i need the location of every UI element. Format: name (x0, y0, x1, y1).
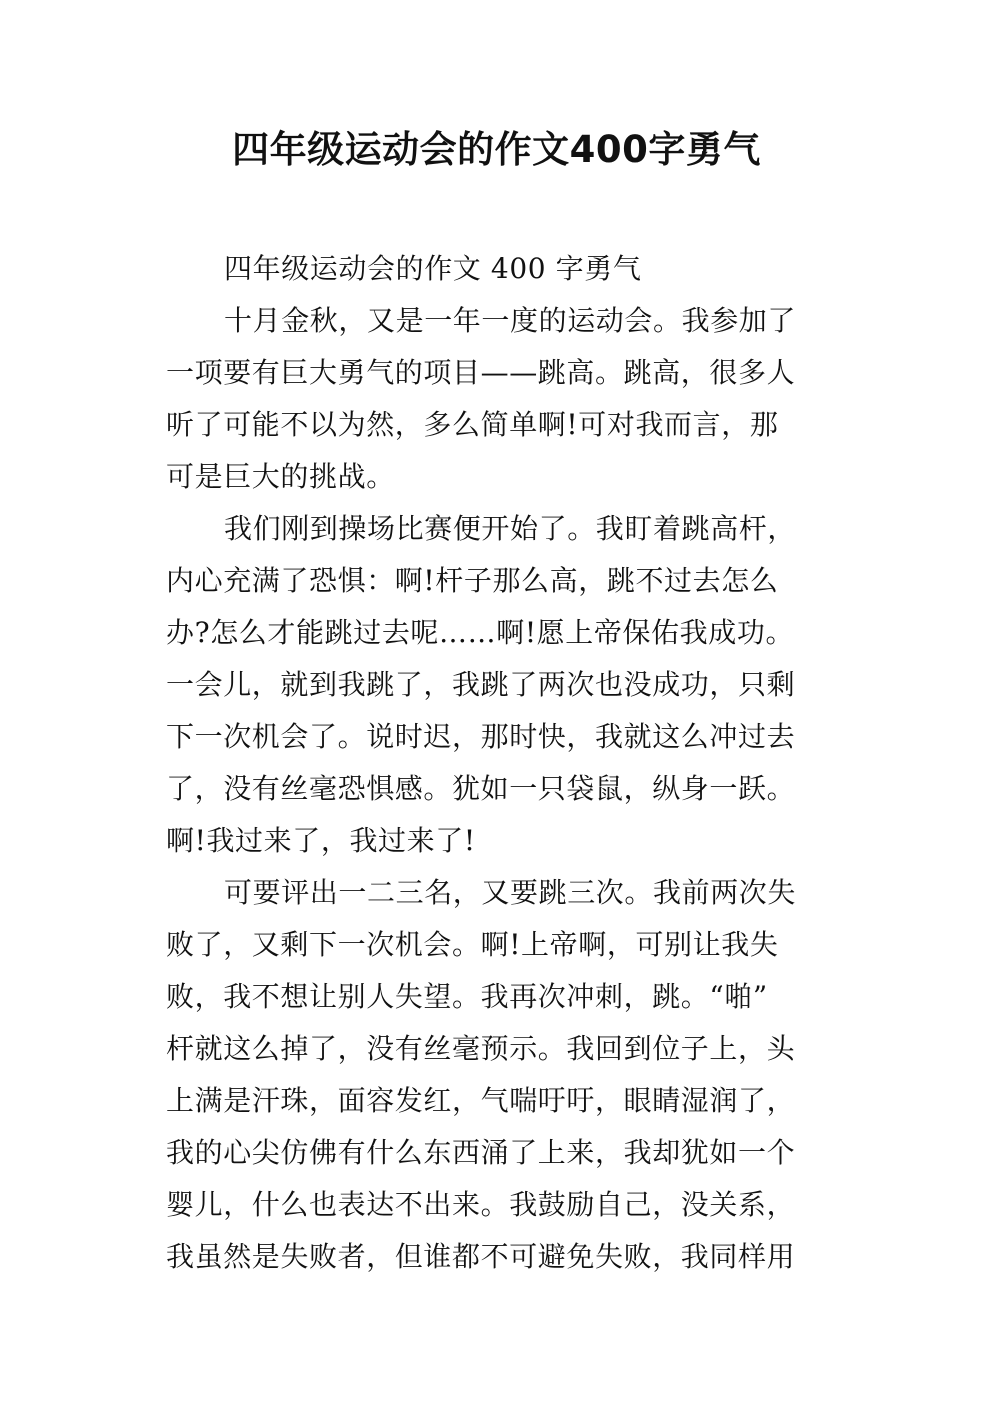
text-line: 杆就这么掉了，没有丝毫预示。我回到位子上，头 (166, 1032, 796, 1065)
document-body (166, 246, 831, 1286)
text-line: 败，我不想让别人失望。我再次冲刺，跳。“啪” (166, 980, 768, 1013)
paragraph (166, 506, 831, 870)
paragraph (166, 298, 831, 506)
text-line: 我们刚到操场比赛便开始了。我盯着跳高杆， (224, 512, 797, 545)
text-line: 内心充满了恐惧：啊!杆子那么高，跳不过去怎么 (166, 564, 779, 597)
paragraph-subtitle (166, 246, 831, 298)
text-line: 可是巨大的挑战。 (166, 460, 395, 493)
document-title: 四年级运动会的作文400字勇气 (232, 128, 761, 171)
text-line: 办?怎么才能跳过去呢……啊!愿上帝保佑我成功。 (166, 616, 795, 649)
text-line: 一会儿，就到我跳了，我跳了两次也没成功，只剩 (166, 668, 796, 701)
text-line: 可要评出一二三名，又要跳三次。我前两次失 (224, 876, 797, 909)
text-line: 婴儿，什么也表达不出来。我鼓励自己，没关系， (166, 1188, 796, 1221)
text-line: 听了可能不以为然，多么简单啊!可对我而言，那 (166, 408, 779, 441)
text-line: 十月金秋，又是一年一度的运动会。我参加了 (224, 304, 797, 337)
paragraph (166, 870, 831, 1286)
text-line: 败了，又剩下一次机会。啊!上帝啊，可别让我失 (166, 928, 779, 961)
text-line: 一项要有巨大勇气的项目——跳高。跳高，很多人 (166, 356, 796, 389)
text-line: 啊!我过来了，我过来了! (166, 824, 476, 857)
text-line: 下一次机会了。说时迟，那时快，我就这么冲过去 (166, 720, 796, 753)
text-line: 四年级运动会的作文 400 字勇气 (224, 252, 642, 285)
text-line: 我虽然是失败者，但谁都不可避免失败，我同样用 (166, 1240, 796, 1273)
text-line: 了，没有丝毫恐惧感。犹如一只袋鼠，纵身一跃。 (166, 772, 796, 805)
text-line: 我的心尖仿佛有什么东西涌了上来，我却犹如一个 (166, 1136, 796, 1169)
text-line: 上满是汗珠，面容发红，气喘吁吁，眼睛湿润了， (166, 1084, 796, 1117)
